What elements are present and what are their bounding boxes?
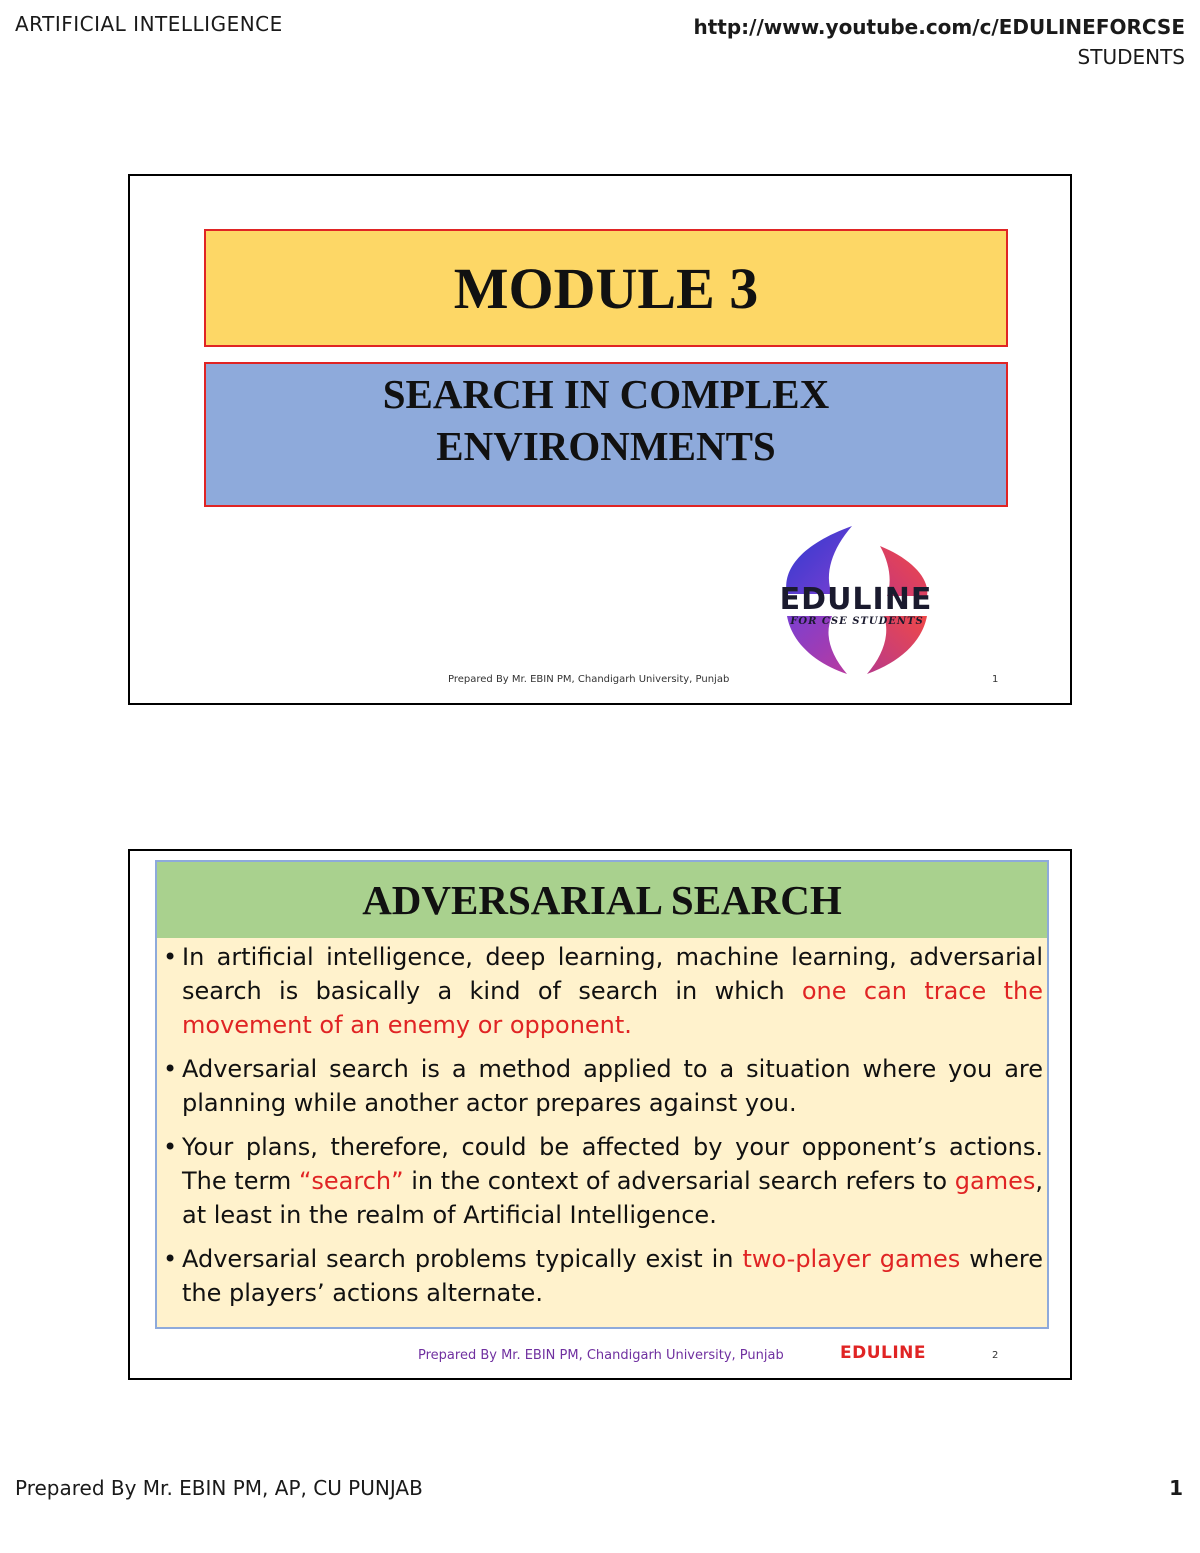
bullet-item (163, 1130, 1043, 1232)
bullet-text: in the context of adversarial search refers to (403, 1167, 955, 1195)
slide-1-number: 1 (992, 674, 999, 685)
bullet-item (163, 1242, 1043, 1310)
slide-2-title-band (157, 862, 1047, 938)
eduline-logo (762, 524, 952, 679)
logo-text: EDULINE (779, 582, 933, 617)
slide-2-title: ADVERSARIAL SEARCH (362, 877, 842, 923)
slide-2-footer: Prepared By Mr. EBIN PM, Chandigarh University, Punjab (418, 1348, 784, 1363)
bullet-dot: • (163, 943, 178, 971)
bullet-dot: • (163, 1133, 178, 1161)
bullet-highlight: games (954, 1167, 1036, 1195)
module-subtitle-line1: SEARCH IN COMPLEX (382, 371, 830, 417)
bullet-highlight: two-player games (742, 1245, 961, 1273)
slide-2-footer-logo: EDULINE (840, 1343, 927, 1363)
page-footer-author: Prepared By Mr. EBIN PM, AP, CU PUNJAB (15, 1476, 423, 1500)
bullet-text: Adversarial search is a method applied to a situation where you are planning while another actor prepares against you. (182, 1055, 1043, 1117)
slide-2-number: 2 (992, 1350, 999, 1361)
slide-1 (128, 174, 1072, 705)
bullet-text: Your plans, therefore, could be affected by your opponent’s actions. The term (182, 1133, 1043, 1195)
module-title-box (204, 229, 1008, 347)
bullet-highlight: “search” (298, 1167, 404, 1195)
bullet-item (163, 940, 1043, 1042)
module-subtitle-box (204, 362, 1008, 507)
bullet-text: In artificial intelligence, deep learning, machine learning, adversarial search is basically a kind of search in which (182, 943, 1043, 1005)
bullet-dot: • (163, 1055, 178, 1083)
page-header-url (694, 12, 1186, 72)
bullet-list (163, 940, 1043, 1320)
channel-url: http://www.youtube.com/c/EDULINEFORCSE (693, 15, 1185, 39)
module-subtitle-line2: ENVIRONMENTS (436, 423, 776, 469)
page-header-title: ARTIFICIAL INTELLIGENCE (15, 12, 283, 36)
bullet-text: , at least in the realm of Artificial Intelligence. (182, 1167, 1043, 1229)
module-title: MODULE 3 (453, 255, 759, 321)
bullet-highlight: one can trace the movement of an enemy or opponent. (182, 977, 1043, 1039)
page-number: 1 (1169, 1476, 1183, 1500)
bullet-dot: • (163, 1245, 178, 1273)
slide-2-content-box (155, 860, 1049, 1329)
slide-2 (128, 849, 1072, 1380)
logo-subtext: FOR CSE STUDENTS (790, 616, 924, 627)
bullet-text: where the players’ actions alternate. (182, 1245, 1043, 1307)
slide-1-footer: Prepared By Mr. EBIN PM, Chandigarh University, Punjab (448, 674, 730, 685)
channel-url-line2: STUDENTS (1077, 45, 1185, 69)
bullet-item (163, 1052, 1043, 1120)
bullet-text: Adversarial search problems typically exist in (182, 1245, 743, 1273)
